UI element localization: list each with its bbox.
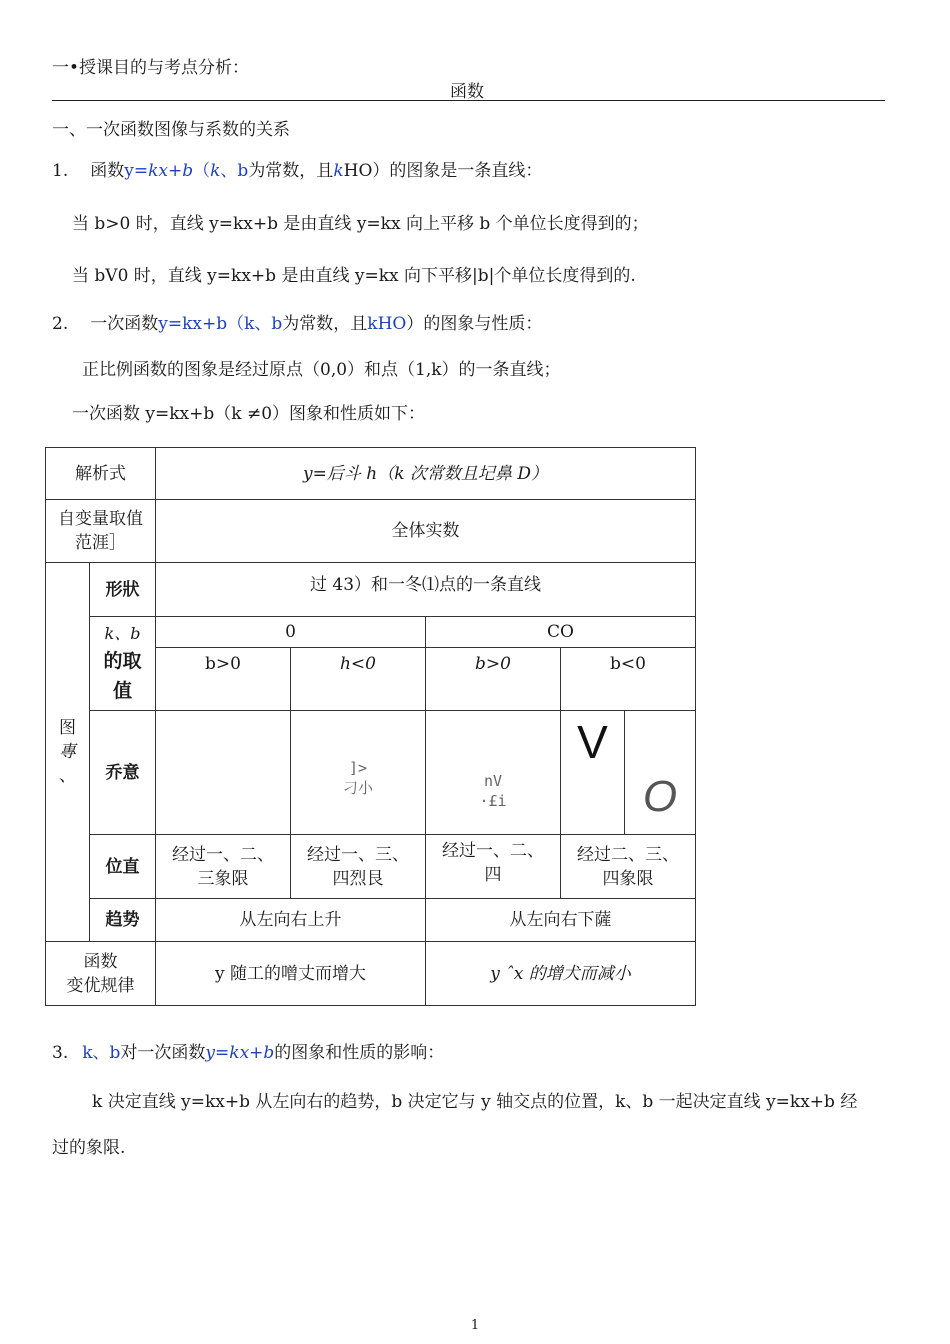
item3-kb: k、b <box>82 1043 121 1063</box>
rule-label-b: 变优规律 <box>66 975 135 996</box>
position-cell-2 <box>291 835 426 899</box>
kb-label <box>90 617 156 711</box>
item1-ho: HO）的图象是一条直线： <box>343 161 543 181</box>
position-label: 位直 <box>90 835 156 899</box>
header-rule <box>52 100 885 101</box>
page-number: 1 <box>470 1318 480 1333</box>
sketch-v-glyph: V <box>577 716 608 768</box>
item3-text-line2: 过的象限. <box>52 1138 126 1158</box>
rule-label-a: 函数 <box>83 951 118 972</box>
sketch-cell-2 <box>291 711 426 835</box>
trend-up: 从左向右上升 <box>156 899 426 942</box>
item1-paren: （ <box>193 161 211 181</box>
item1-line <box>52 160 542 182</box>
sketch-label: 乔意 <box>90 711 156 835</box>
k-negative-header: CO <box>426 617 696 648</box>
item2-pre: 一次函数 <box>90 314 159 334</box>
table-row-domain <box>46 500 696 563</box>
sketch-2-top: ]> <box>348 758 368 777</box>
table-row-expression <box>46 448 696 500</box>
sketch-o-glyph: O <box>642 772 678 821</box>
trend-label: 趋势 <box>90 899 156 942</box>
section-heading: 一、一次函数图像与系数的关系 <box>52 120 290 140</box>
properties-table <box>45 447 696 1006</box>
table-row-shape <box>46 563 696 617</box>
sketch-cell-4 <box>561 711 625 835</box>
item2-number: 2. <box>52 314 69 334</box>
group-label-bot: 、 <box>59 766 76 786</box>
item3-line <box>52 1042 444 1064</box>
item1-number: 1. <box>52 161 69 181</box>
shape-value: 过 43）和一冬⑴点的一条直线 <box>156 563 696 617</box>
sketch-3-bottom: ·£i <box>479 791 507 810</box>
sketch-cell-5 <box>625 711 696 835</box>
kb-label-top: k、b <box>104 623 141 643</box>
item3-formula: y=kx+b <box>205 1043 275 1063</box>
item3-post: 的图象和性质的影响： <box>274 1043 445 1063</box>
item1-mid: 、b <box>220 161 249 181</box>
item3-mid: 对一次函数 <box>120 1043 206 1063</box>
position-4-b: 四象限 <box>602 868 654 889</box>
item2-proportional: 正比例函数的图象是经过原点（0,0）和点（1,k）的一条直线； <box>82 360 561 380</box>
table-row-sketch <box>46 711 696 835</box>
sketch-cell-1 <box>156 711 291 835</box>
item3-number: 3. <box>52 1043 69 1063</box>
item1-shift-up: 当 b>0 时，直线 y=kx+b 是由直线 y=kx 向上平移 b 个单位长度得到的； <box>72 214 649 234</box>
item2-formula: y=kx+b（k、b <box>158 314 283 334</box>
item2-post: ）的图象与性质： <box>406 314 543 334</box>
b-header-1: b>0 <box>156 648 291 711</box>
expr-label: 解析式 <box>46 448 156 500</box>
trend-down: 从左向右下薩 <box>426 899 696 942</box>
item2-kho: kHO <box>367 314 407 334</box>
b-header-4: b<0 <box>561 648 696 711</box>
item2-line <box>52 313 542 335</box>
position-1-b: 三象限 <box>197 868 249 889</box>
table-row-position <box>46 835 696 899</box>
rule-increase: y 随工的噌丈而增大 <box>156 942 426 1006</box>
domain-label: 自变量取值范涯］ <box>46 500 156 563</box>
shape-label: 形狀 <box>90 563 156 617</box>
position-cell-3 <box>426 835 561 899</box>
sketch-3-top: nV <box>483 771 503 790</box>
rule-decrease: y ˆx 的增犬而减小 <box>426 942 696 1006</box>
item2-intro: 一次函数 y=kx+b（k ≠0）图象和性质如下： <box>72 404 426 424</box>
group-label <box>46 563 90 942</box>
rule-label <box>46 942 156 1006</box>
kb-label-bot: 值 <box>112 679 132 702</box>
sketch-2-bottom: 刁小 <box>342 778 373 797</box>
table-row-k-values <box>46 617 696 648</box>
position-2-b: 四烈艮 <box>332 868 384 889</box>
k-positive-header: 0 <box>156 617 426 648</box>
item1-shift-down: 当 bV0 时，直线 y=kx+b 是由直线 y=kx 向下平移|b|个单位长度得到的. <box>72 266 636 286</box>
position-4-a: 经过二、三、 <box>577 844 679 865</box>
b-header-2: h<0 <box>291 648 426 711</box>
position-3-a: 经过一、二、 <box>442 841 544 861</box>
section-title: 一•授课目的与考点分析： <box>52 58 250 78</box>
position-cell-1 <box>156 835 291 899</box>
expr-value: y=后斗 h（k 次常数且圮鼻 D） <box>156 448 696 500</box>
table-row-trend <box>46 899 696 942</box>
item1-k: k <box>210 161 221 181</box>
b-header-3: b>0 <box>426 648 561 711</box>
position-cell-4 <box>561 835 696 899</box>
item2-const: 为常数，且 <box>282 314 368 334</box>
kb-label-mid: 的取 <box>103 649 142 672</box>
item1-const: 为常数，且 <box>248 161 334 181</box>
group-label-mid: 專 <box>59 742 76 762</box>
table-row-rule <box>46 942 696 1006</box>
item1-pre: 函数 <box>90 161 125 181</box>
sketch-cell-3 <box>426 711 561 835</box>
domain-value: 全体实数 <box>156 500 696 563</box>
group-label-top: 图 <box>59 718 76 738</box>
item1-kv: k <box>333 161 344 181</box>
item1-formula-y: y= <box>124 161 149 181</box>
item3-text-line1: k 决定直线 y=kx+b 从左向右的趋势，b 决定它与 y 轴交点的位置，k、b 一起决定直线 y=kx+b 经 <box>92 1092 858 1112</box>
position-3-b: 四 <box>484 865 502 885</box>
position-1-a: 经过一、二、 <box>172 844 274 865</box>
page-title: 函数 <box>450 82 484 102</box>
item1-formula-kx: kx+b <box>148 161 194 181</box>
position-2-a: 经过一、三、 <box>307 844 409 865</box>
